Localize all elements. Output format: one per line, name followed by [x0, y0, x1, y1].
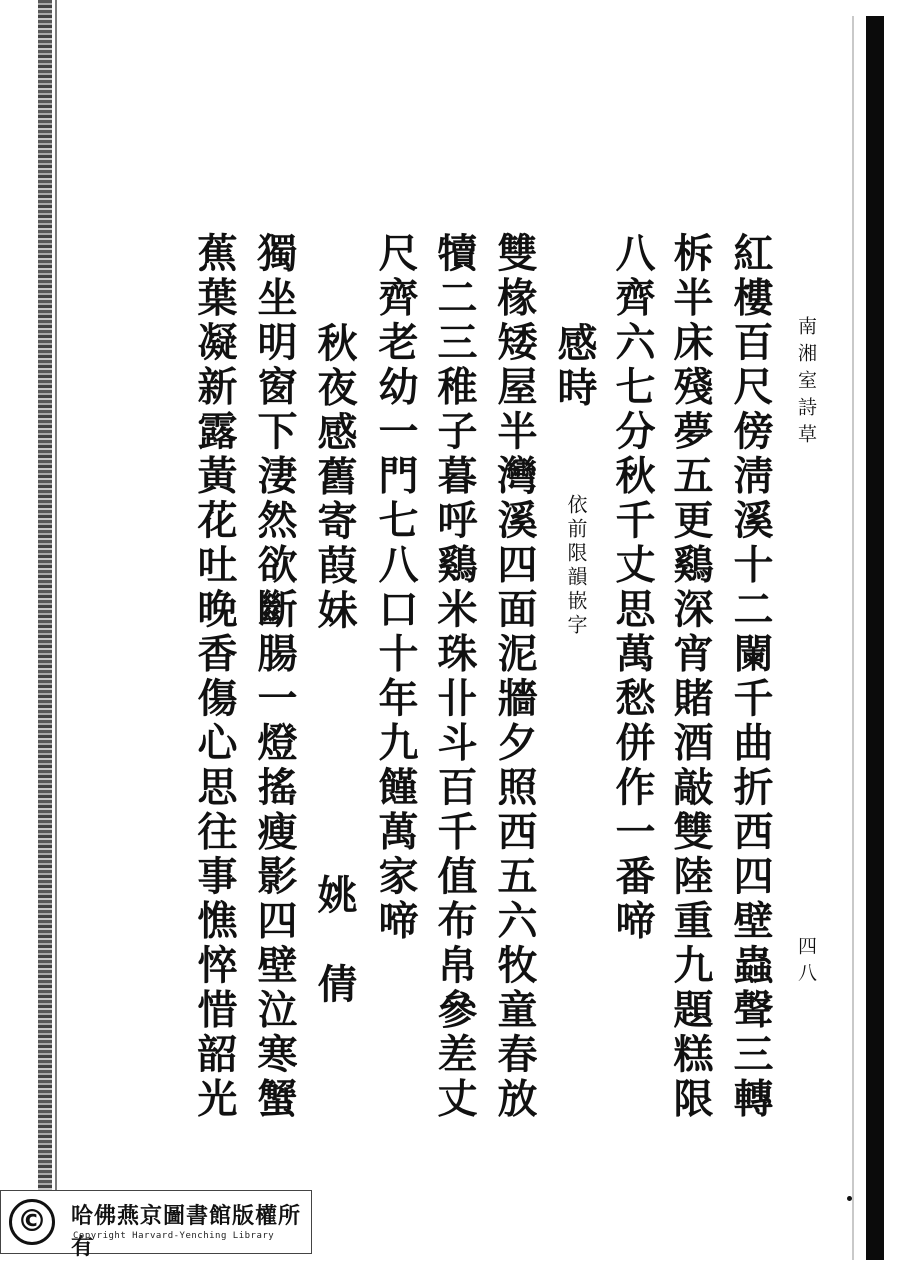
poem-title-gan-shi: 感時: [551, 322, 598, 411]
poem-line-2: 柝半床殘夢五更鷄深宵賭酒敲雙陸重九題糕限: [667, 232, 714, 1122]
poem-author: 姚 倩: [311, 874, 358, 1008]
poem-line-1: 紅樓百尺傍淸溪十二闌千曲折西四壁蟲聲三轉: [727, 232, 774, 1122]
poem-line-10: 蕉葉凝新露黃花吐晚香傷心思往事憔悴惜韶光: [191, 232, 238, 1122]
page-number: 四八: [795, 936, 817, 990]
copyright-stamp: [0, 1190, 312, 1260]
binding-line: [55, 0, 57, 1200]
poem-line-3: 八齊六七分秋千丈思萬愁併作一番啼: [609, 232, 656, 944]
poem-line-9: 獨坐明窗下淒然欲斷腸一燈搖瘦影四壁泣寒蟹: [251, 232, 298, 1122]
copyright-icon: ©: [9, 1199, 55, 1245]
copyright-english: Copyright Harvard-Yenching Library: [73, 1231, 275, 1241]
page-edge-line: [852, 16, 854, 1260]
ink-dot: [847, 1196, 852, 1201]
poem-line-7: 尺齊老幼一門七八口十年九饉萬家啼: [372, 232, 419, 944]
scan-border: [866, 16, 884, 1260]
binding-edge: [38, 0, 52, 1200]
poem-note: 依前限韻嵌字: [564, 494, 588, 638]
poem-line-5: 雙椽矮屋半灣溪四面泥牆夕照西五六牧童春放: [491, 232, 538, 1122]
copyright-chinese: 哈佛燕京圖書館版權所有: [71, 1203, 302, 1260]
poem-title-qiu-ye: 秋夜感舊寄葭妹: [311, 322, 358, 634]
book-title-header: 南湘室詩草: [795, 316, 817, 451]
poem-line-6: 犢二三稚子暮呼鷄米珠卝斗百千值布帛參差丈: [431, 232, 478, 1122]
